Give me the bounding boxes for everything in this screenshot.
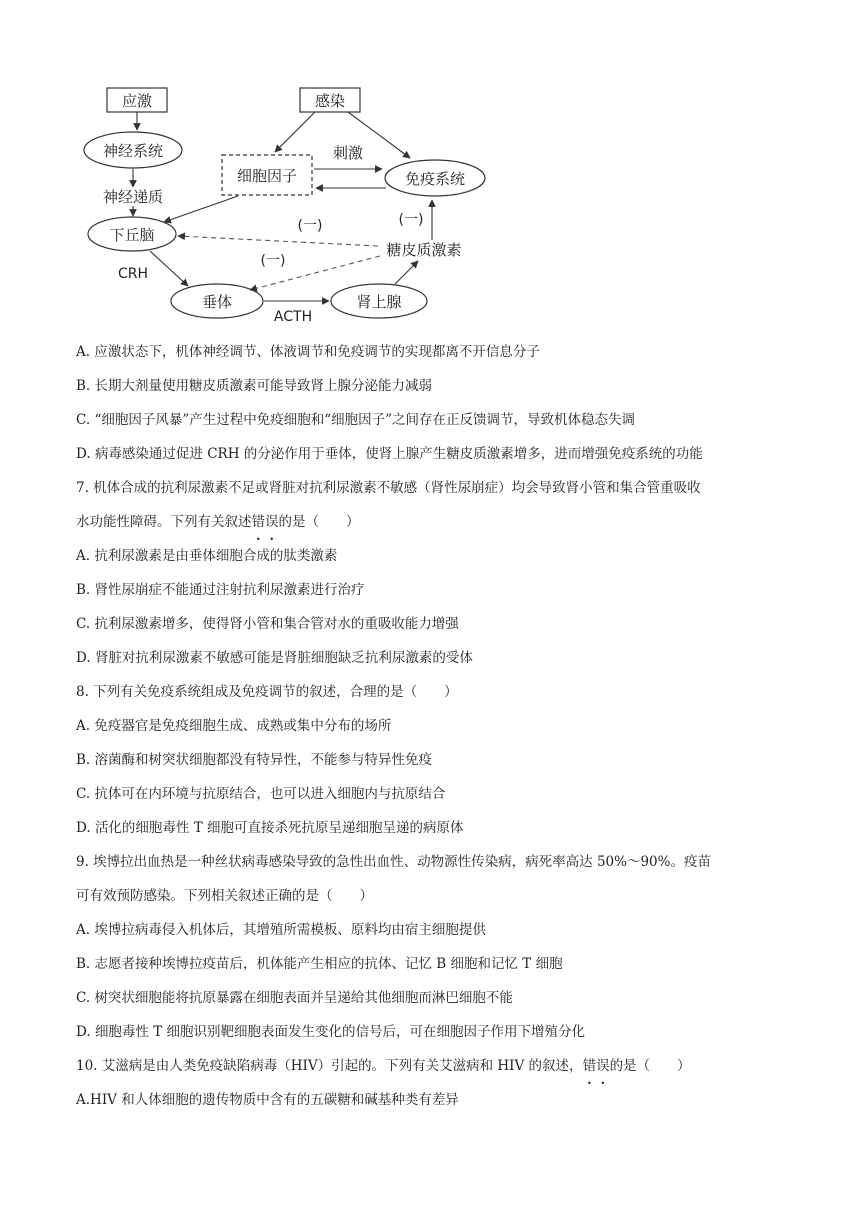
question-stem: 8. 下列有关免疫系统组成及免疫调节的叙述，合理的是（ ） [76,684,458,700]
option-letter: D. [76,1024,91,1040]
q7-option-d [76,645,796,679]
option-text: 长期大剂量使用糖皮质激素可能导致肾上腺分泌能力减弱 [94,378,433,394]
stress-label: 应激 [121,92,153,110]
q10-option-a [76,1087,796,1121]
q6-option-d [76,441,796,475]
option-letter: A. [76,718,91,734]
arrow-hypothalamus-to-pituitary [150,251,188,286]
question-text [76,339,796,1121]
option-text: 细胞毒性 T 细胞识别靶细胞表面发生变化的信号后，可在细胞因子作用下增殖分化 [94,1024,586,1040]
inhibit-label-immune: (一) [398,212,424,228]
option-text: 抗利尿激素是由垂体细胞合成的肽类激素 [94,548,338,564]
option-letter: C. [76,412,91,428]
q7-stem-line2 [76,509,796,543]
option-text: 志愿者接种埃博拉疫苗后，机体能产生相应的抗体、记忆 B 细胞和记忆 T 细胞 [94,956,563,972]
option-text: 抗体可在内环境与抗原结合，也可以进入细胞内与抗原结合 [94,786,446,802]
adrenal-label: 肾上腺 [356,293,402,311]
emphasis-char: 误 • [265,509,279,535]
option-text: 树突状细胞能将抗原暴露在细胞表面并呈递给其他细胞而淋巴细胞不能 [94,990,513,1006]
hormone-regulation-diagram [70,80,510,330]
option-letter: D. [76,820,91,836]
arrow-cytokine-to-hypothalamus [164,196,238,222]
q7-option-c [76,611,796,645]
infection-label: 感染 [314,92,346,110]
immune-system-label: 免疫系统 [404,170,466,188]
q6-option-a [76,339,796,373]
option-letter: C. [76,616,91,632]
emphasis-char: 错 • [252,509,266,535]
option-letter: A. [76,548,91,564]
q9-option-d [76,1019,796,1053]
option-letter: A. [76,922,91,938]
q10-stem [76,1053,796,1087]
option-text: 肾脏对抗利尿激素不敏感可能是肾脏细胞缺乏抗利尿激素的受体 [94,650,473,666]
q9-option-c [76,985,796,1019]
question-stem: 10. 艾滋病是由人类免疫缺陷病毒（HIV）引起的。下列有关艾滋病和 HIV 的叙述， [76,1058,583,1074]
pituitary-label: 垂体 [201,293,233,311]
q7-option-b [76,577,796,611]
q9-option-a [76,917,796,951]
option-letter: D. [76,650,91,666]
option-letter: A. [76,1092,91,1108]
option-letter: A. [76,344,91,360]
option-text: 肾性尿崩症不能通过注射抗利尿激素进行治疗 [94,582,365,598]
question-stem: 7. 机体合成的抗利尿激素不足或肾脏对抗利尿激素不敏感（肾性尿崩症）均会导致肾小管和集合管重吸收 [76,480,701,496]
option-text: 应激状态下，机体神经调节、体液调节和免疫调节的实现都离不开信息分子 [94,344,540,360]
option-text: 埃博拉病毒侵入机体后，其增殖所需模板、原料均由宿主细胞提供 [94,922,486,938]
option-letter: B. [76,752,91,768]
question-stem: 的是（ ） [609,1058,691,1074]
q7-stem-line1 [76,475,796,509]
option-letter: D. [76,446,91,462]
q8-option-c [76,781,796,815]
stimulate-label: 刺激 [332,144,364,162]
q8-option-d [76,815,796,849]
q8-stem [76,679,796,713]
option-text: 病毒感染通过促进 CRH 的分泌作用于垂体，使肾上腺产生糖皮质激素增多，进而增强免疫系统的功能 [94,446,703,462]
option-letter: B. [76,956,91,972]
option-text: “细胞因子风暴”产生过程中免疫细胞和“细胞因子”之间存在正反馈调节，导致机体稳态失调 [94,412,636,428]
option-text: HIV 和人体细胞的遗传物质中含有的五碳糖和碱基种类有差异 [90,1092,459,1108]
q7-option-a [76,543,796,577]
neurotransmitter-label: 神经递质 [102,188,164,206]
q8-option-b [76,747,796,781]
hypothalamus-label: 下丘脑 [109,226,155,244]
option-text: 活化的细胞毒性 T 细胞可直接杀死抗原呈递细胞呈递的病原体 [94,820,464,836]
option-text: 免疫器官是免疫细胞生成、成熟或集中分布的场所 [94,718,392,734]
option-letter: C. [76,786,91,802]
question-stem: 水功能性障碍。下列有关叙述 [76,514,252,530]
option-letter: B. [76,378,91,394]
question-stem: 的是（ ） [278,514,360,530]
q6-option-c [76,407,796,441]
emphasis-char: 误 • [596,1053,610,1079]
crh-label: CRH [117,266,149,282]
arrow-infection-to-cytokine [275,112,315,152]
question-stem: 可有效预防感染。下列相关叙述正确的是（ ） [76,888,373,904]
arrow-adrenal-to-glucocorticoid [395,261,418,284]
cytokine-label: 细胞因子 [236,167,298,185]
arrow-glucocorticoid-to-hypothalamus [178,236,378,246]
q6-option-b [76,373,796,407]
acth-label: ACTH [273,309,313,325]
q8-option-a [76,713,796,747]
glucocorticoid-label: 糖皮质激素 [386,241,462,259]
inhibit-label-hypothalamus: (一) [297,218,323,234]
q9-stem-line2 [76,883,796,917]
q9-stem-line1 [76,849,796,883]
q9-option-b [76,951,796,985]
option-letter: C. [76,990,91,1006]
emphasis-char: 错 • [583,1053,597,1079]
question-stem: 9. 埃博拉出血热是一种丝状病毒感染导致的急性出血性、动物源性传染病，病死率高达 50%～90%。疫苗 [76,854,711,870]
option-text: 溶菌酶和树突状细胞都没有特异性，不能参与特异性免疫 [94,752,433,768]
inhibit-label-pituitary: (一) [260,253,286,269]
option-letter: B. [76,582,91,598]
nervous-system-label: 神经系统 [102,142,164,160]
option-text: 抗利尿激素增多，使得肾小管和集合管对水的重吸收能力增强 [94,616,459,632]
